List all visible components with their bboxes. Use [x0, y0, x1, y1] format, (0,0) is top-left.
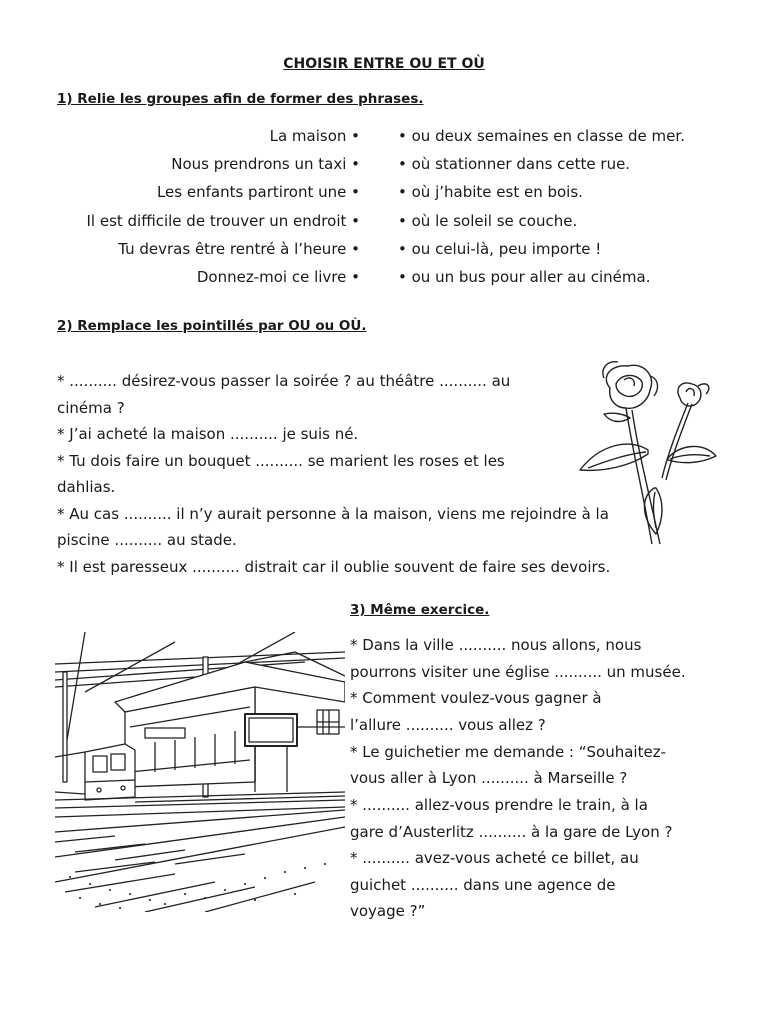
- exercise-line: * .......... désirez-vous passer la soirée ? au théâtre .......... au: [57, 372, 511, 390]
- page-title: CHOISIR ENTRE OU ET OÙ: [283, 56, 485, 72]
- train-station-illustration: [55, 632, 345, 912]
- section2-heading: 2) Remplace les pointillés par OU ou OÙ.: [57, 318, 367, 334]
- exercise-line: guichet .......... dans une agence de: [350, 876, 616, 894]
- match-left-item: Les enfants partiront une •: [156, 183, 360, 201]
- exercise-line: vous aller à Lyon .......... à Marseille ?: [350, 769, 628, 787]
- exercise-line: gare d’Austerlitz .......... à la gare de Lyon ?: [350, 823, 673, 841]
- match-right-item: • où j’habite est en bois.: [398, 183, 583, 201]
- match-left-item: La maison •: [269, 127, 360, 145]
- exercise-line: * Tu dois faire un bouquet .......... se marient les roses et les: [57, 452, 505, 470]
- exercise-line: * Le guichetier me demande : “Souhaitez-: [350, 743, 666, 761]
- match-left-item: Nous prendrons un taxi •: [171, 155, 360, 173]
- match-left-item: Il est difficile de trouver un endroit •: [86, 212, 360, 230]
- exercise-line: * .......... allez-vous prendre le train, à la: [350, 796, 648, 814]
- match-right-item: • où le soleil se couche.: [398, 212, 578, 230]
- exercise-line: l’allure .......... vous allez ?: [350, 716, 546, 734]
- exercise-line: pourrons visiter une église .......... un musée.: [350, 663, 686, 681]
- exercise-line: * J’ai acheté la maison .......... je suis né.: [57, 425, 359, 443]
- exercise-line: cinéma ?: [57, 399, 125, 417]
- exercise-line: * Comment voulez-vous gagner à: [350, 689, 602, 707]
- exercise-line: * Dans la ville .......... nous allons, nous: [350, 636, 642, 654]
- match-left-item: Tu devras être rentré à l’heure •: [118, 240, 360, 258]
- exercise-line: * Il est paresseux .......... distrait car il oublie souvent de faire ses devoirs.: [57, 558, 611, 576]
- section3-heading: 3) Même exercice.: [350, 602, 490, 618]
- match-right-item: • ou deux semaines en classe de mer.: [398, 127, 685, 145]
- exercise-line: dahlias.: [57, 478, 116, 496]
- exercise-line: piscine .......... au stade.: [57, 531, 237, 549]
- exercise-line: * Au cas .......... il n’y aurait personne à la maison, viens me rejoindre à la: [57, 505, 609, 523]
- match-right-item: • où stationner dans cette rue.: [398, 155, 631, 173]
- match-left-item: Donnez-moi ce livre •: [196, 268, 360, 286]
- rose-illustration: [570, 358, 720, 548]
- section1-heading: 1) Relie les groupes afin de former des phrases.: [57, 91, 424, 107]
- match-right-item: • ou celui-là, peu importe !: [398, 240, 602, 258]
- exercise-line: * .......... avez-vous acheté ce billet, au: [350, 849, 639, 867]
- match-right-item: • ou un bus pour aller au cinéma.: [398, 268, 651, 286]
- exercise-line: voyage ?”: [350, 902, 426, 920]
